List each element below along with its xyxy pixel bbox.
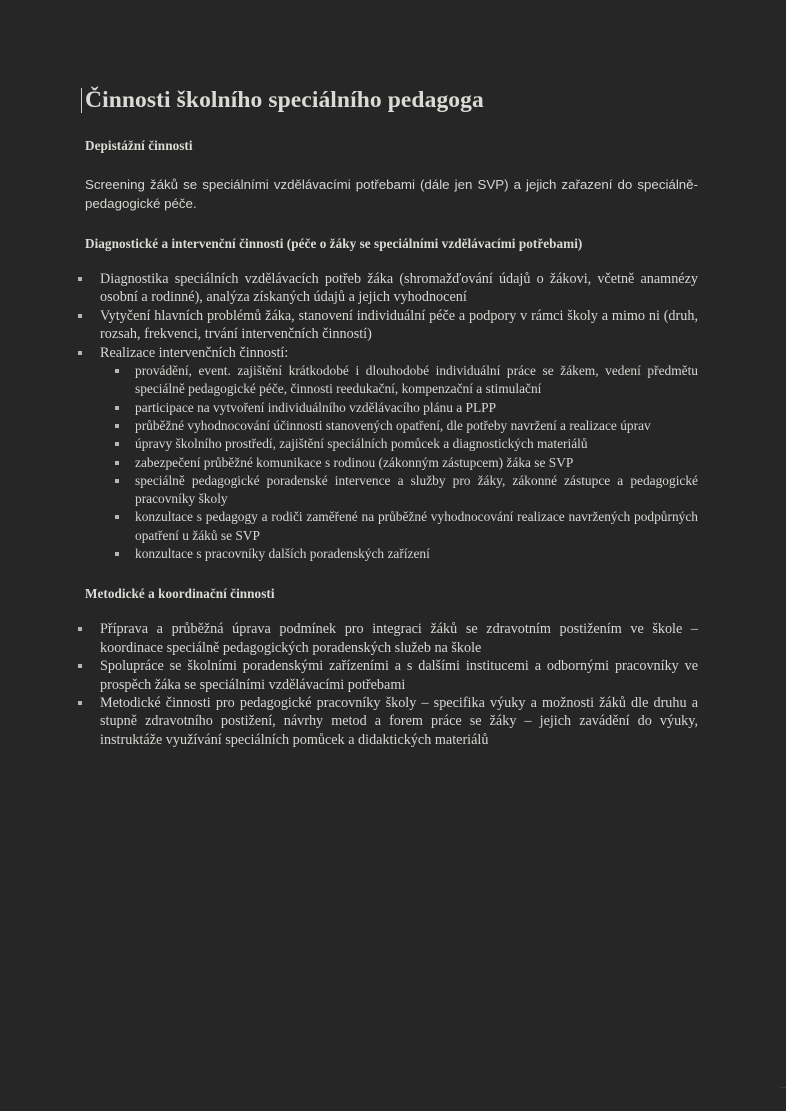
- list-item-label: úpravy školního prostředí, zajištění speciálních pomůcek a diagnostických materiálů: [135, 436, 588, 452]
- text-caret: [81, 88, 82, 113]
- square-bullet-icon: [78, 627, 82, 631]
- list-item-label: Vytyčení hlavních problémů žáka, stanovení individuální péče a podpory v rámci školy a mimo ni (druh, rozsah, frekvenci, trvání intervenčních činností): [100, 307, 698, 343]
- section-heading-depistazni: Depistážní činnosti: [85, 138, 193, 153]
- document-body: [64, 86, 698, 749]
- list-item: [113, 472, 698, 509]
- section-heading-diagnosticke: Diagnostické a intervenční činnosti (péče o žáky se speciálními vzdělávacími potřebami): [85, 236, 583, 251]
- square-bullet-icon: [78, 701, 82, 705]
- list-item-label: konzultace s pracovníky dalších poradenských zařízení: [135, 546, 430, 561]
- list-item: [113, 545, 698, 563]
- list-item: [113, 454, 698, 472]
- list-item: [113, 399, 698, 417]
- page-corner-mark: [780, 1087, 786, 1088]
- square-bullet-icon: [115, 424, 119, 428]
- list-item: [76, 657, 698, 694]
- square-bullet-icon: [78, 277, 82, 281]
- list-item-label: Metodické činnosti pro pedagogické pracovníky školy – specifika výuky a možnosti žáků dle druhu a stupně zdravotního postižení, návrhy metod a forem práce se žáky – jejich zavádění do výuky, instruktáže využívání speciálních pomůcek a didaktických materiálů: [100, 694, 698, 748]
- square-bullet-icon: [78, 314, 82, 318]
- list-item: [113, 362, 698, 399]
- list-item: [76, 620, 698, 657]
- list-item-label: Realizace intervenčních činností:: [100, 344, 289, 361]
- list-item-label: Příprava a průběžná úprava podmínek pro integraci žáků se zdravotním postižením ve škole – koordinace speciálně pedagogických poradenských služeb na škole: [100, 621, 698, 656]
- page-title-text: Činnosti školního speciálního pedagoga: [85, 87, 484, 113]
- square-bullet-icon: [115, 442, 119, 446]
- square-bullet-icon: [115, 369, 119, 373]
- section-heading-metodicke: Metodické a koordinační činnosti: [85, 586, 275, 602]
- list-item-label: konzultace s pedagogy a rodiči zaměřené na průběžné vyhodnocování realizace navržených podpůrných opatření u žáků se SVP: [135, 509, 698, 543]
- list-item-label: speciálně pedagogické poradenské intervence a služby pro žáky, zákonné zástupce a pedagogické pracovníky školy: [135, 472, 698, 507]
- square-bullet-icon: [115, 515, 119, 519]
- square-bullet-icon: [115, 479, 119, 483]
- list-item-label: provádění, event. zajištění krátkodobé i dlouhodobé individuální práce se žákem, vedení předmětu speciálně pedagogické péče, činnosti reedukační, kompenzační a stimulační: [135, 363, 698, 397]
- list-item: [76, 344, 698, 362]
- square-bullet-icon: [78, 351, 82, 355]
- list-item: [76, 270, 698, 307]
- list-item-label: zabezpečení průběžné komunikace s rodinou (zákonným zástupcem) žáka se SVP: [135, 454, 574, 470]
- list-item-label: Spolupráce se školními poradenskými zařízeními a s dalšími institucemi a odbornými pracovníky ve prospěch žáka se speciálními vzdělávacími potřebami: [100, 658, 698, 693]
- list-item: [76, 694, 698, 749]
- list-item: [76, 307, 698, 344]
- list-item-label: Diagnostika speciálních vzdělávacích potřeb žáka (shromažďování údajů o žákovi, včetně anamnézy osobní a rodinné), analýza získaných údajů a jejich vyhodnocení: [100, 271, 698, 306]
- sub-bullet-list-intervencni: [64, 362, 698, 563]
- list-item: [113, 417, 698, 435]
- page-title: [85, 86, 698, 114]
- list-item-label: průběžné vyhodnocování účinnosti stanovených opatření, dle potřeby navržení a realizace úprav: [135, 417, 651, 433]
- list-item: [113, 508, 698, 545]
- bullet-list-metodicke: [64, 620, 698, 749]
- section-paragraph-depistazni: Screening žáků se speciálními vzdělávacími potřebami (dále jen SVP) a jejich zařazení do speciálně-pedagogické péče.: [85, 177, 698, 211]
- list-item-label: participace na vytvoření individuálního vzdělávacího plánu a PLPP: [135, 399, 497, 415]
- square-bullet-icon: [115, 552, 119, 556]
- square-bullet-icon: [78, 664, 82, 668]
- square-bullet-icon: [115, 461, 119, 465]
- bullet-list-diagnosticke: [64, 270, 698, 362]
- list-item: [113, 435, 698, 453]
- square-bullet-icon: [115, 406, 119, 410]
